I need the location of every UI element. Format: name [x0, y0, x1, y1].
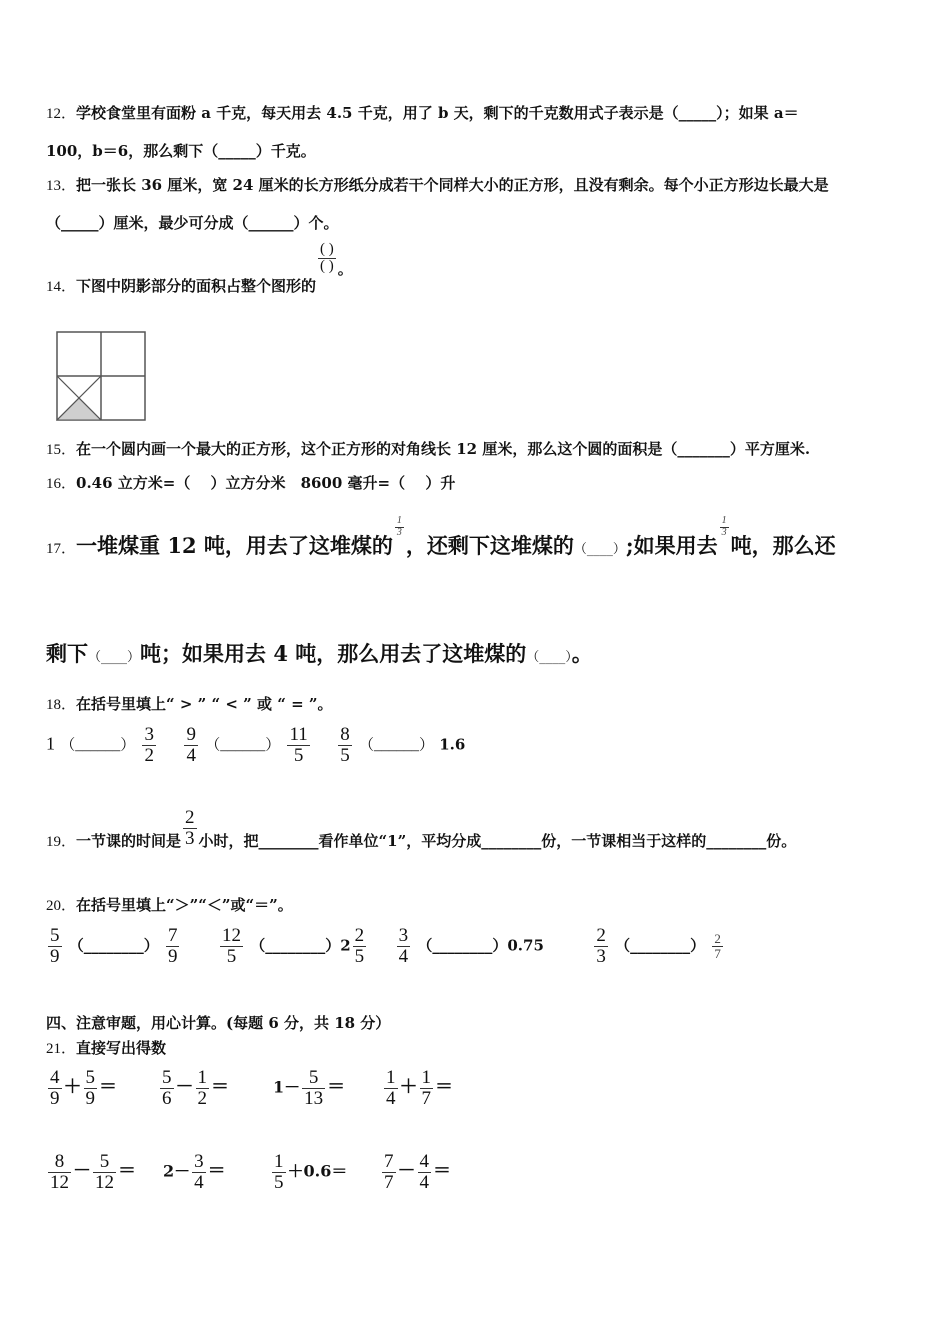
calc-8: $\frac{7}{7}$ － $\frac{4}{4}$ ＝	[384, 1151, 451, 1193]
blank-fraction: $\frac{( )}{( )}$	[320, 241, 334, 274]
calc-4: $\frac{1}{4}$ ＋ $\frac{1}{7}$ ＝	[386, 1067, 453, 1109]
question-15: 15．在一个圆内画一个最大的正方形，这个正方形的对角线长 12 厘米，那么这个圆的面积是（_______）平方厘米.	[46, 440, 811, 458]
question-13-line1: 13．把一张长 36 厘米，宽 24 厘米的长方形纸分成若干个同样大小的正方形，且没有剩余。每个小正方形边长最大是	[46, 176, 829, 194]
fraction: $\frac{8}{5}$	[340, 724, 350, 766]
fraction: $\frac{11}{5}$	[289, 724, 308, 766]
fraction: $\frac{2}{3}$	[185, 807, 195, 849]
fraction: $\frac{3}{4}$	[398, 925, 409, 967]
question-20-items: $\frac{5}{9}$ （________） $\frac{7}{9}$ $\frac{12}{5}$ （________）2 $\frac{2}{5}$ $\frac{3}{4}$ （________）0.75 $\frac{2}{3}$ （________） $\frac{2}{7}$	[50, 925, 721, 967]
question-17-line1: 17．一堆煤重 12 吨，用去了这堆煤的 $\frac{1}{3}$ ，还剩下这堆煤的（____）;如果用去 $\frac{1}{3}$ 吨，那么还	[46, 515, 836, 558]
fraction: $\frac{2}{5}$	[354, 925, 365, 967]
calc-3: 1－ $\frac{5}{13}$ ＝	[273, 1067, 346, 1109]
calc-1: $\frac{4}{9}$ ＋ $\frac{5}{9}$ ＝	[50, 1067, 117, 1109]
question-21: 21．直接写出得数	[46, 1039, 167, 1057]
question-19: 19．一节课的时间是 $\frac{2}{3}$ 小时，把________看作单位“1”，平均分成________份，一节课相当于这样的________份。	[46, 807, 797, 851]
grid-figure	[56, 331, 146, 421]
section-4-heading: 四、注意审题，用心计算。(每题 6 分，共 18 分）	[46, 1014, 391, 1032]
fraction: $\frac{5}{9}$	[50, 925, 60, 967]
question-12-line2: 100，b＝6，那么剩下（_____）千克。	[46, 142, 316, 160]
question-13-line2: （_____）厘米，最少可分成（______）个。	[46, 214, 339, 232]
calc-7: $\frac{1}{5}$ ＋0.6＝	[274, 1151, 348, 1193]
fraction: $\frac{2}{7}$	[714, 931, 721, 961]
question-16: 16．0.46 立方米=（ ）立方分米 8600 毫升=（ ）升	[46, 474, 456, 492]
question-18-items: 1 （______） $\frac{3}{2}$ $\frac{9}{4}$ （______） $\frac{11}{5}$ $\frac{8}{5}$ （______） 1.6	[46, 724, 466, 766]
fraction: $\frac{9}{4}$	[186, 724, 196, 766]
question-20: 20．在括号里填上“＞”“＜”或“＝”。	[46, 896, 293, 914]
fraction-one-third: $\frac{1}{3}$	[396, 515, 402, 538]
calc-2: $\frac{5}{6}$ － $\frac{1}{2}$ ＝	[162, 1067, 229, 1109]
question-12-line1: 12．学校食堂里有面粉 a 千克，每天用去 4.5 千克，用了 b 天，剩下的千克数用式子表示是（_____）；如果 a＝	[46, 104, 799, 122]
question-18: 18．在括号里填上“ > ” “ < ” 或 “ = ”。	[46, 695, 333, 713]
fraction: $\frac{12}{5}$	[221, 925, 241, 967]
fraction: $\frac{3}{2}$	[144, 724, 154, 766]
fraction: $\frac{7}{9}$	[167, 925, 178, 967]
shaded-region	[57, 398, 101, 420]
calc-6: 2－ $\frac{3}{4}$ ＝	[163, 1151, 226, 1193]
question-17-line2: 剩下（____）吨；如果用去 4 吨，那么用去了这堆煤的（____）。	[46, 641, 593, 666]
calc-5: $\frac{8}{12}$ － $\frac{5}{12}$ ＝	[50, 1151, 136, 1193]
fraction-one-third: $\frac{1}{3}$	[721, 515, 727, 538]
fraction: $\frac{2}{3}$	[596, 925, 606, 967]
question-14: 14．下图中阴影部分的面积占整个图形的 $\frac{( )}{( )}$ 。	[46, 241, 353, 296]
